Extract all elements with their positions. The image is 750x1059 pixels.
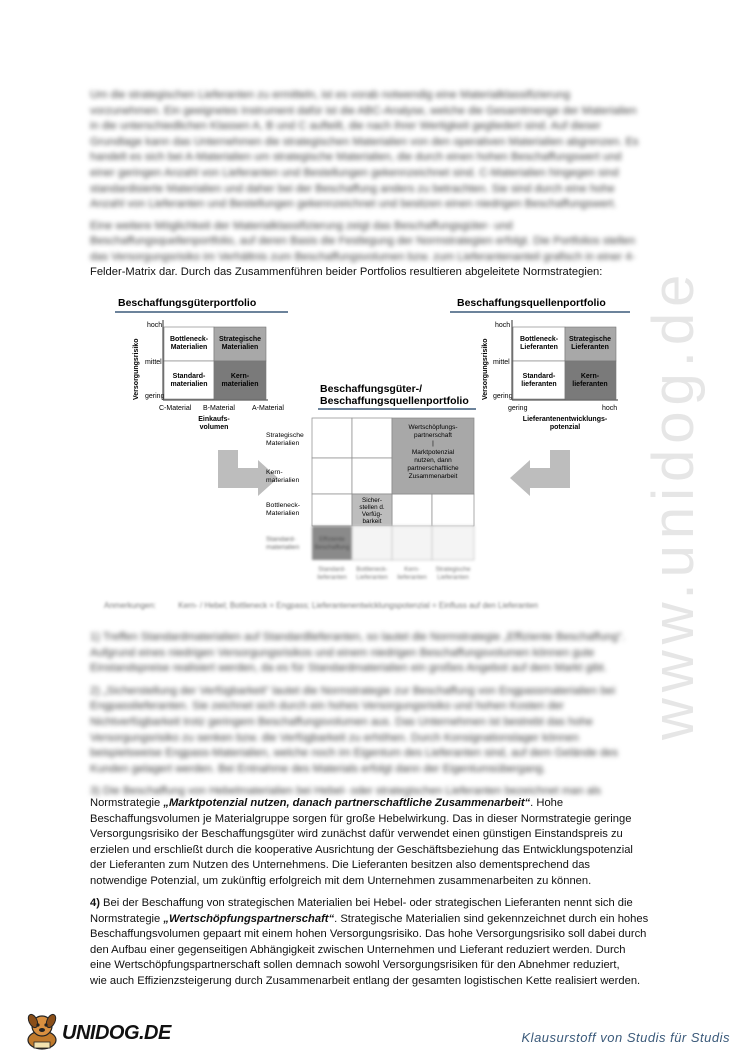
center-row-label: Strategische: [266, 432, 304, 439]
left-ytick-hoch: hoch: [147, 322, 163, 329]
center-col-label: Kern-: [404, 566, 420, 573]
center-row-label: Materialien: [266, 440, 300, 447]
text-line: [90, 912, 665, 928]
center-col-label: lieferanten: [397, 574, 427, 581]
left-cell-label: materialien: [221, 381, 259, 388]
text-span: . Strategische Materialien sind gekennzeichnet durch ein hohes: [334, 912, 649, 925]
center-col-label: Standard-: [318, 566, 346, 573]
right-ytick-gering: gering: [493, 393, 513, 400]
center-row-label: Bottleneck-: [266, 502, 301, 509]
left-xtick: C-Material: [159, 405, 192, 412]
arrow-right-icon: [510, 450, 570, 496]
text-line: Beschaffungsvolumen gepaart mit einem hohen Versorgungsrisiko. Das hohe Versorgungsrisiko soll dabei durch: [90, 928, 647, 941]
center-row-label: Kern-: [266, 469, 283, 476]
watermark: www.unidog.de: [641, 268, 706, 740]
text-line: Um die strategischen Lieferanten zu ermitteln, ist es vorab notwendig eine Materialklassifizierung: [90, 89, 571, 101]
text-line: Kunden gelagert werden. Bei Entnahme des Materials erfolgt dann der Eigentumsübergang.: [90, 762, 546, 775]
text-line: notwendige Potenzial, um zukünftig erfolgreich mit dem Unternehmen zusammenarbeiten zu können.: [90, 874, 592, 887]
center-cell-text: Beschaffung: [314, 544, 350, 551]
text-line: Nichtverfügbarkeit trotz geringem Beschaffungsvolumen aus. Das Unternehmen ist bestrebt das hohe: [90, 715, 593, 728]
left-cell-label: Kern-: [230, 373, 250, 380]
center-cell-text: |: [432, 440, 434, 447]
text-span: Bei der Beschaffung von strategischen Materialien bei Hebel- oder strategischen Lieferanten nennt sich die: [99, 897, 633, 909]
text-line: erzielen und erschließt durch die kooperative Ausrichtung der Geschäftsbeziehung das Entwicklungspotenzial: [90, 843, 633, 856]
center-row-label: materialien: [266, 544, 300, 551]
text-line: vorzunehmen. Ein geeignetes Instrument dafür ist die ABC-Analyse, welche die Gesamtmenge der Materialien: [90, 104, 637, 117]
right-x-axis-label: Lieferantenentwicklungs-: [522, 416, 608, 423]
emphasis-text: „Wertschöpfungspartnerschaft“: [163, 912, 335, 925]
logo-text: UNIDOG.DE: [62, 1022, 171, 1044]
center-col-label: Bottleneck-: [356, 566, 388, 573]
left-y-axis-label: Versorgungsrisiko: [133, 338, 140, 400]
center-portfolio-title: Beschaffungsquellenportfolio: [320, 395, 469, 407]
left-x-axis-label: Einkaufs-: [198, 416, 230, 423]
text-line: Anzahl von Lieferanten und Bestellungen gekennzeichnet und besitzen einen niedrigen Beschaffungswert.: [90, 198, 617, 211]
center-portfolio-title: Beschaffungsgüter-/: [320, 383, 423, 395]
right-cell-label: Bottleneck-: [519, 336, 559, 343]
center-row-label: Materialien: [266, 510, 300, 517]
left-cell-core: [214, 361, 266, 399]
left-xtick: A-Material: [252, 405, 284, 412]
right-cell-label: Strategische: [568, 336, 612, 343]
text-line: [90, 896, 665, 912]
text-span: . Hohe: [530, 797, 564, 809]
left-xtick: B-Material: [203, 405, 235, 412]
paragraph-4: [90, 896, 665, 990]
footer-tagline: Klausurstoff von Studis für Studis: [521, 1030, 730, 1045]
text-line: Grundlage kann das Unternehmen die strategischen Materialien von den operativen Materialien abgrenzen. Es: [90, 135, 639, 148]
text-line: 2) „Sicherstellung der Verfügbarkeit“ lautet die Normstrategie zur Beschaffung von Engpassmaterialien bei: [90, 684, 616, 697]
left-ytick-mittel: mittel: [145, 359, 162, 366]
right-cell-label: lieferanten: [521, 381, 557, 388]
text-span: Normstrategie: [90, 797, 164, 809]
diagram-note: Anmerkungen: Kern- / Hebel; Bottleneck = Engpass; Lieferantenentwicklungspotenzial = Einfluss auf den Lieferanten: [104, 601, 539, 610]
text-line: Beschaffungsquellenportfolio, auf deren Basis die Festlegung der Normstrategien erfolgt. Die Portfolios stellen: [90, 235, 636, 248]
right-cell-label: lieferanten: [572, 381, 608, 388]
right-cell-core: [565, 361, 616, 399]
center-cell-text: Zusammenarbeit: [408, 473, 458, 480]
right-x-axis-label: potenzial: [549, 424, 581, 431]
left-cell-label: Materialien: [170, 344, 208, 351]
text-line: Eine weitere Möglichkeit der Materialklassifizierung zeigt das Beschaffungsgüter- und: [90, 219, 513, 232]
left-portfolio-title: Beschaffungsgüterportfolio: [118, 297, 257, 309]
text-line: das Versorgungsrisiko im Verhältnis zum Beschaffungsvolumen bzw. zum Lieferantenanteil grafisch in einer 4-: [90, 250, 636, 263]
right-xtick: gering: [508, 405, 528, 412]
text-line: Engpasslieferanten. Sie zeichnet sich durch ein hohes Versorgungsrisiko und hohen Kosten der: [90, 700, 564, 713]
text-line: Versorgungsrisiko der Beschaffungsgüter wird zunächst dafür verwendet einen günstigen Einstandspreis zu: [90, 828, 623, 841]
right-cell-label: Lieferanten: [571, 344, 609, 351]
left-ytick-gering: gering: [145, 393, 165, 400]
list-number: 4): [90, 897, 100, 909]
text-line: den Aufbau einer gegenseitigen Abhängigkeit zwischen Unternehmen und Lieferant reduziert werden. Durch: [90, 943, 626, 956]
left-cell-label: materialien: [170, 381, 208, 388]
center-col-label: lieferanten: [317, 574, 347, 581]
center-col-label: Lieferanten: [356, 574, 388, 581]
dog-logo-icon: [20, 1012, 64, 1052]
text-line: Versorgungsrisiko zu senken bzw. die Verfügbarkeit zu erhöhen. Durch Konsignationslager können: [90, 731, 579, 744]
right-y-axis-label: Versorgungsrisiko: [482, 338, 489, 400]
center-cell-text: barkeit: [362, 518, 382, 525]
blurred-intro: [90, 88, 665, 266]
text-line: handelt es sich bei A-Materialien um strategische Materialien, die durch einen hohen Beschaffungswert und: [90, 151, 622, 164]
portfolio-diagram: [0, 290, 750, 650]
right-ytick-mittel: mittel: [493, 359, 510, 366]
center-cell-text: Effiziente: [319, 536, 345, 543]
text-line: einer geringen Anzahl von Lieferanten und Bestellungen gekennzeichnet sind. C-Materialien hingegen sind: [90, 166, 619, 179]
text-line: 1) Treffen Standardmaterialien auf Standardlieferanten, so lautet die Normstrategie „Effiziente Beschaffung“.: [90, 631, 625, 643]
center-cell-text: Verfüg-: [361, 511, 383, 518]
text-line: standardisierte Materialien und daher bei der Beschaffung anders zu betrachten. Sie sind durch eine hohe: [90, 182, 615, 195]
center-cell-text: partnerschaftliche: [407, 465, 459, 472]
right-ytick-hoch: hoch: [495, 322, 511, 329]
center-row-label: Standard-: [266, 536, 296, 543]
text-line: [90, 796, 665, 812]
right-cell-standard: [513, 361, 565, 399]
left-cell-standard: [164, 361, 214, 399]
center-cell-text: Sicher-: [362, 497, 382, 504]
center-col-label: Strategische: [435, 566, 471, 573]
right-cell-label: Lieferanten: [520, 344, 558, 351]
text-line: Einstandspreise realisiert werden, da es für Standardmaterialien ein großes Angebot auf dem Markt gibt.: [90, 662, 607, 675]
left-x-axis-label: volumen: [199, 424, 229, 431]
left-cell-label: Bottleneck-: [169, 336, 209, 343]
center-col-label: Lieferanten: [437, 574, 469, 581]
center-cell-text: Marktpotenzial: [411, 449, 455, 456]
intro-visible-line: Felder-Matrix dar. Durch das Zusammenführen beider Portfolios resultieren abgeleitete Normstrategien:: [90, 266, 603, 278]
emphasis-text: „Marktpotenzial nutzen, danach partnerschaftliche Zusammenarbeit“: [163, 797, 531, 809]
left-cell-label: Materialien: [221, 344, 259, 351]
text-line: beispielsweise Engpass-Materialien, welche noch im Eigentum des Lieferanten sind, auf dem Gelände des: [90, 747, 618, 760]
left-cell-label: Standard-: [172, 373, 206, 380]
right-xtick: hoch: [602, 405, 618, 412]
right-portfolio-title: Beschaffungsquellenportfolio: [457, 297, 606, 309]
center-row-label: materialien: [266, 477, 300, 484]
center-cell-text: Wertschöpfungs-: [408, 424, 458, 431]
text-span: Normstrategie: [90, 912, 164, 925]
center-cell-text: nutzen, dann: [414, 457, 452, 464]
center-blurred-bottom: [104, 526, 538, 610]
text-line: eine Wertschöpfungspartnerschaft sollen demnach sowohl Versorgungsrisiken für den Abnehmer reduziert,: [90, 959, 620, 972]
text-line: Beschaffungsvolumen je Materialgruppe sorgen für große Hebelwirkung. Das in dieser Normstrategie geringe: [90, 812, 632, 825]
text-line: der Lieferanten zum Nutzen des Unternehmens. Die Lieferanten besitzen also dementsprechend das: [90, 859, 591, 872]
right-cell-label: Kern-: [580, 373, 600, 380]
right-cell-label: Standard-: [522, 373, 556, 380]
text-line: 3) Die Beschaffung von Hebelmaterialien bei Hebel- oder strategischen Lieferanten bezeichnet man als: [90, 785, 601, 798]
blurred-middle: [90, 630, 665, 800]
text-line: in die unterschiedlichen Klassen A, B und C aufteilt, die nach ihrer Wertigkeit gegliedert sind. Auf dieser: [90, 120, 601, 133]
center-cell-text: partnerschaft: [414, 432, 452, 439]
text-line: Aufgrund eines niedrigen Versorgungsrisikos und einem niedrigen Beschaffungsvolumen können gute: [90, 646, 595, 659]
paragraph-3: [90, 796, 665, 890]
text-line: wie auch Effizienzsteigerung durch Zusammenarbeit entlang der gesamten logistischen Kette realisiert werden.: [90, 974, 641, 987]
center-cell-text: stellen d.: [359, 504, 385, 511]
left-cell-label: Strategische: [218, 336, 262, 343]
